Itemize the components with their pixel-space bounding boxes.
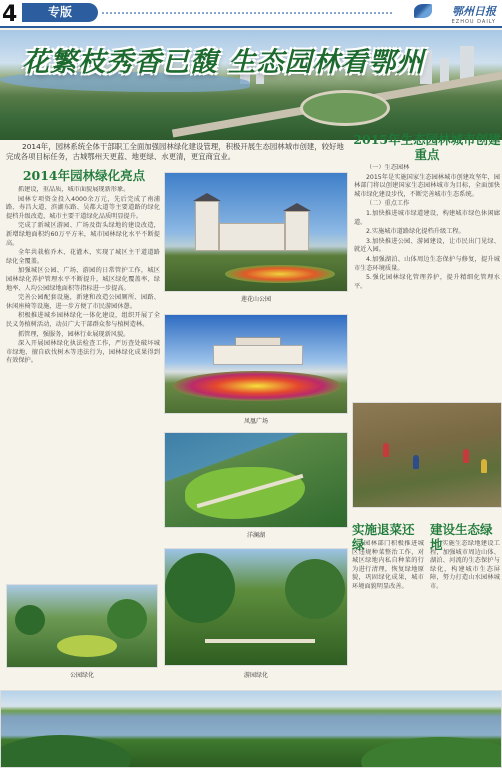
photo-caption: 洋澜湖 [246, 532, 265, 539]
paragraph: 积极推进城乡园林绿化一体化建设，组织开展了全民义务植树活动，动员广大干部群众参与植树造林。 [6, 312, 160, 328]
paragraph: 园林专项资金投入4000余万元，先后完成了南浦路、寿昌大道、滨湖东路、吴都大道等主要道路的绿化提档升级改造，城市主要干道绿化品质明显提升。 [6, 195, 160, 220]
photo-caption: 莲花山公园 [240, 296, 271, 303]
pavilion-roof [193, 193, 221, 201]
paragraph: 完成了新城区游园、广场及街头绿地的建设改造，新增绿地面积约60万平方米，城市园林绿化水平不断提高。 [6, 222, 160, 247]
photo-caption: 游园绿化 [243, 672, 268, 679]
paragraph: 1.加快推进城市绿道建设，构建城市绿色休闲廊道。 [354, 209, 500, 226]
worker-figure [383, 443, 389, 457]
vegetable-clearance-body [352, 540, 424, 686]
newspaper-name: 鄂州日报 [452, 5, 496, 18]
paragraph: 3.加快推进公园、游园建设，让市民出门见绿、就近入园。 [354, 237, 500, 254]
vegetable-clearance-heading: 实施退菜还绿 [352, 522, 415, 552]
page-number: 4 [2, 2, 18, 27]
tree [107, 599, 147, 639]
paragraph: 完善公园配套设施，新建和改造公园厕所、园路、休闲座椅等设施，进一步方便了市民游园休憩。 [6, 294, 160, 310]
left-article-body [6, 186, 160, 580]
banner-title: 花繁枝秀香已馥 生态园林看鄂州 [22, 47, 425, 78]
paragraph: （一）生态园林 [366, 164, 410, 171]
photo-aerial-park [164, 432, 348, 528]
tree [165, 553, 235, 623]
newspaper-logo-icon [414, 4, 432, 18]
photo-workers-planting [352, 402, 502, 508]
paragraph: 全年共栽植乔木、花灌木，实现了城区主干道道路绿化全覆盖。 [6, 249, 160, 265]
paragraph: 加强城区公园、广场、游园的日常管护工作，城区园林绿化养护管理水平不断提升，城区绿化覆盖率、绿地率、人均公园绿地面积等指标进一步提高。 [6, 267, 160, 292]
right-article-body [354, 164, 500, 400]
photo-caption: 凤凰广场 [243, 418, 268, 425]
paragraph: 抓管理，强服务，园林行业展现新风貌。 [18, 330, 130, 338]
ecological-greenland-heading: 建设生态绿地 [430, 522, 493, 552]
tree [361, 737, 502, 768]
tree [0, 735, 131, 768]
header-divider [102, 12, 392, 14]
section-label: 专版 [22, 3, 98, 22]
paragraph: （二）重点工作 [366, 200, 410, 208]
photo-garden-path [164, 548, 348, 666]
newspaper-name-en: EZHOU DAILY [451, 19, 496, 25]
photo-caption: 公园绿化 [69, 672, 94, 679]
paragraph: 4.加强湖泊、山体周边生态保护与修复，提升城市生态环境质量。 [354, 255, 500, 272]
photo-park-garden [6, 584, 158, 668]
pavilion-wall [219, 223, 285, 251]
pavilion-tower [285, 211, 309, 251]
paragraph: 实施生态绿地建设工程，加强城市周边山体、湖泊、河流的生态保护与绿化，构建城市生态屏障，努力打造山水园林城市。 [430, 540, 500, 590]
paragraph: 2015年是实施国家生态园林城市创建攻坚年，园林部门将以创建国家生态园林城市为目标，全面加快城市绿化建设步伐，不断完善城市生态系统。 [354, 173, 500, 198]
worker-figure [481, 459, 487, 473]
tree [285, 559, 345, 619]
page-header [0, 0, 502, 28]
flower-bed [173, 371, 341, 401]
paragraph: 园林部门积极推进城区违规种菜整治工作，对城区绿地内私自种菜的行为进行清理，恢复绿地原貌，巩固绿化成果，城市环境面貌明显改善。 [352, 540, 424, 590]
pavilion-tower [195, 201, 219, 251]
tree [15, 605, 45, 635]
paragraph: 深入开展园林绿化执法检查工作，严厉查处破坏城市绿地、擅自砍伐树木等违法行为，园林绿化成果得到有效保护。 [6, 340, 160, 365]
flower-bed [225, 265, 335, 283]
banner-photo [0, 30, 502, 140]
pavilion-roof [283, 203, 311, 211]
photo-lake-panorama [0, 690, 502, 768]
intro-paragraph: 2014年，园林系统全体干部职工全面加强园林绿化建设管理，积极开展生态园林城市创建，较好地完成各项目标任务，古城鄂州天更蓝、地更绿、水更清，更宜商宜业。 [6, 142, 344, 161]
worker-figure [413, 455, 419, 469]
paragraph: 2.实施城市道路绿化提档升级工程。 [366, 228, 465, 236]
worker-figure [463, 449, 469, 463]
right-article-heading: 2015年生态园林城市创建重点 [353, 132, 501, 162]
hall-building [213, 345, 303, 365]
shrub [57, 635, 117, 657]
paragraph: 5.强化园林绿化管理养护，提升精细化管理水平。 [354, 274, 500, 290]
banner-plaza [300, 90, 390, 126]
newspaper-logo [452, 3, 496, 25]
photo-square-flowers [164, 314, 348, 414]
photo-pavilion-garden [164, 172, 348, 292]
garden-path [205, 639, 315, 643]
paragraph: 抓建设，重品质，城市面貌展现新形象。 [18, 186, 130, 193]
ecological-greenland-body [430, 540, 500, 686]
left-article-heading: 2014年园林绿化亮点 [22, 168, 146, 183]
